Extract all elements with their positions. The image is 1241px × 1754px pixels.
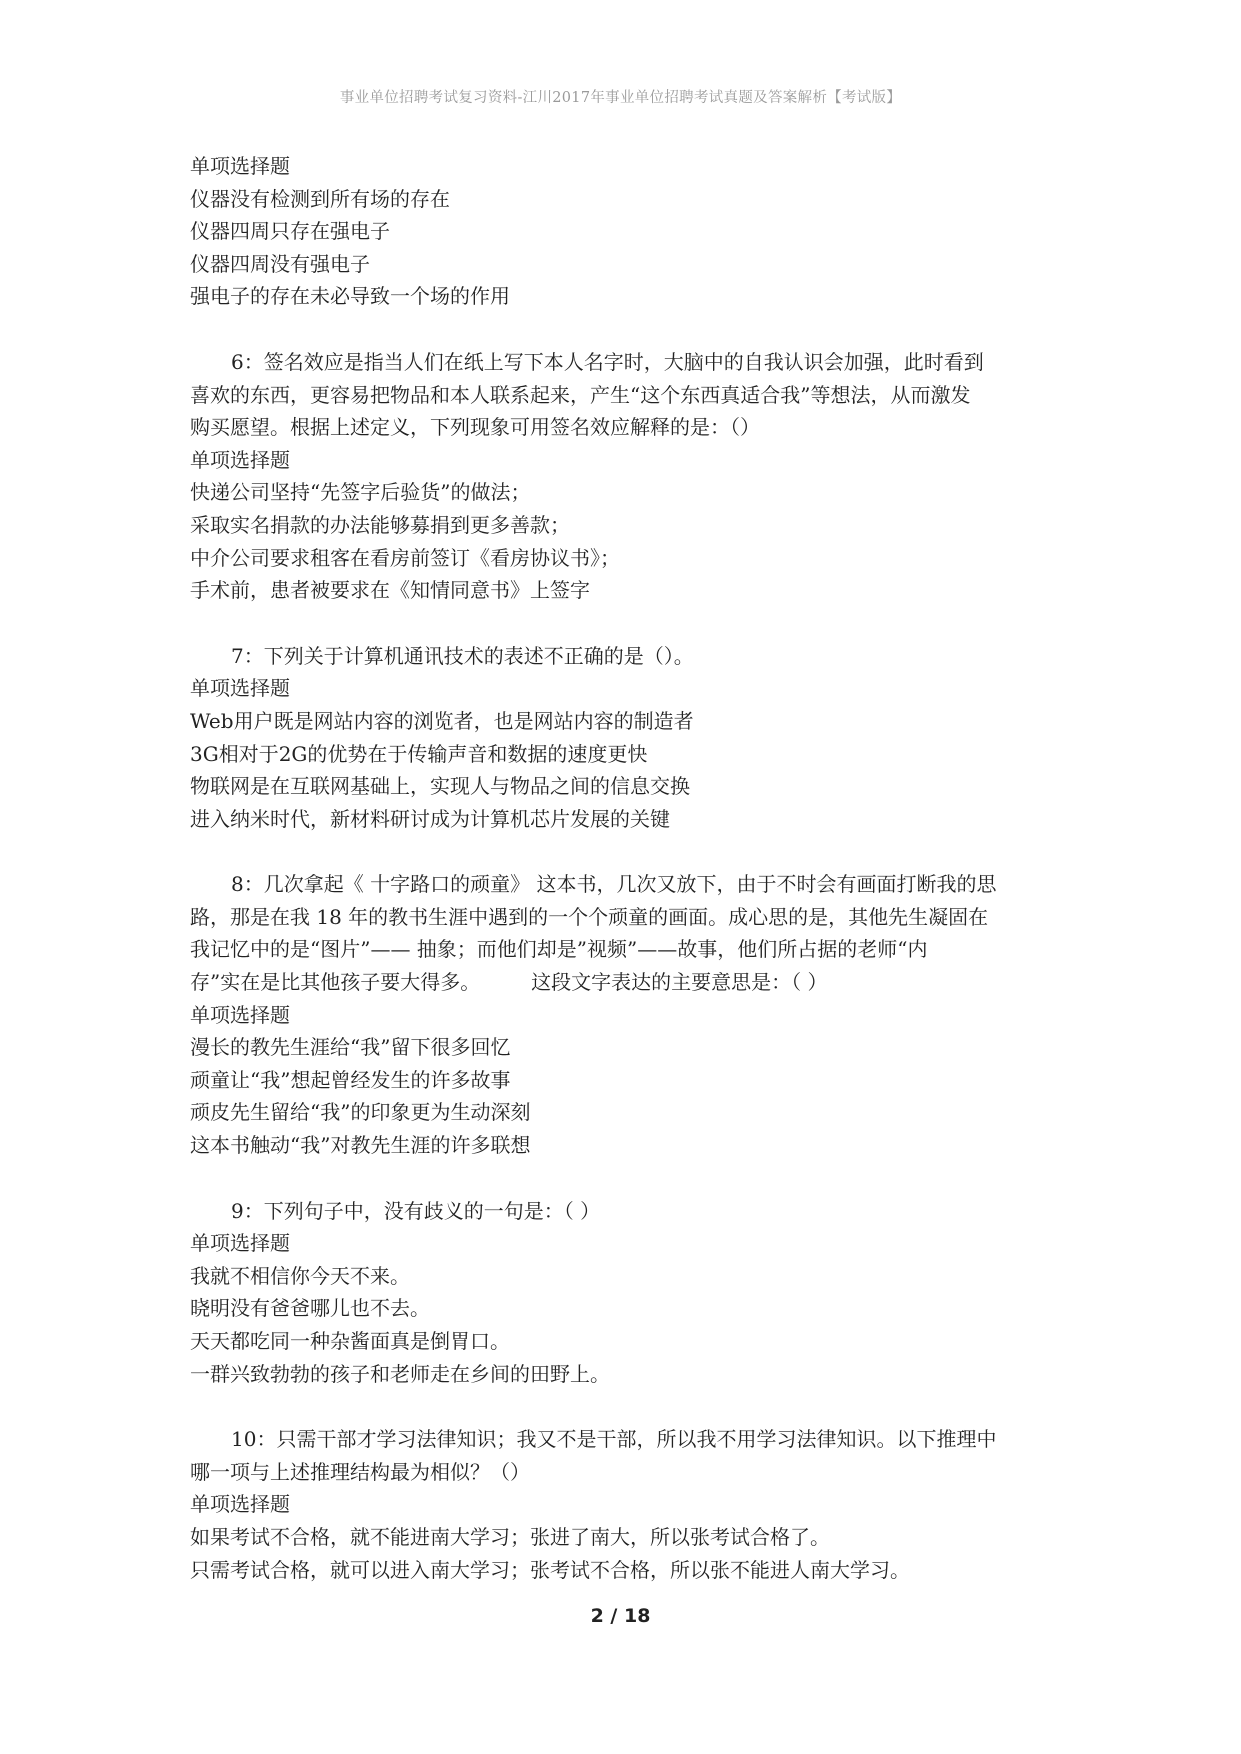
question-type: 单项选择题	[190, 1492, 290, 1517]
question-text-line: 路，那是在我 18 年的教书生涯中遇到的一个个顽童的画面。成心思的是，其他先生凝固在	[190, 904, 989, 929]
question-block-10	[190, 1423, 1070, 1586]
question-block-6	[190, 346, 1070, 607]
option-d: 手术前，患者被要求在《知情同意书》上签字	[190, 578, 590, 603]
question-type: 单项选择题	[190, 1231, 290, 1256]
option-d: 进入纳米时代，新材料研讨成为计算机芯片发展的关键	[190, 806, 670, 831]
question-text-line: 喜欢的东西，更容易把物品和本人联系起来，产生“这个东西真适合我”等想法，从而激发	[190, 382, 971, 407]
question-text-line: 9：下列句子中，没有歧义的一句是：（ ）	[231, 1198, 601, 1223]
option-b: 仪器四周只存在强电子	[190, 219, 390, 244]
question-type: 单项选择题	[190, 447, 290, 472]
option-a: Web用户既是网站内容的浏览者，也是网站内容的制造者	[190, 708, 694, 733]
option-a: 我就不相信你今天不来。	[190, 1263, 410, 1288]
option-c: 物联网是在互联网基础上，实现人与物品之间的信息交换	[190, 774, 690, 799]
option-d: 这本书触动“我”对教先生涯的许多联想	[190, 1133, 531, 1158]
question-text-line: 存”实在是比其他孩子要大得多。 这段文字表达的主要意思是：（ ）	[190, 970, 828, 995]
option-a: 仪器没有检测到所有场的存在	[190, 186, 450, 211]
option-b: 晓明没有爸爸哪儿也不去。	[190, 1296, 430, 1321]
option-b: 3G相对于2G的优势在于传输声音和数据的速度更快	[190, 741, 648, 766]
question-text-line: 8：几次拿起《 十字路口的顽童》 这本书，几次又放下，由于不时会有画面打断我的思	[231, 872, 997, 897]
option-c: 中介公司要求租客在看房前签订《看房协议书》；	[190, 545, 620, 570]
option-a: 如果考试不合格，就不能进南大学习；张进了南大，所以张考试合格了。	[190, 1524, 830, 1549]
question-block-8	[190, 868, 1070, 1161]
question-block-9	[190, 1195, 1070, 1391]
option-c: 顽皮先生留给“我”的印象更为生动深刻	[190, 1100, 531, 1125]
option-b: 顽童让“我”想起曾经发生的许多故事	[190, 1067, 511, 1092]
page-number: 2 / 18	[590, 1605, 651, 1627]
option-b: 采取实名捐款的办法能够募捐到更多善款；	[190, 512, 570, 537]
question-block-5	[190, 150, 1070, 313]
option-c: 天天都吃同一种杂酱面真是倒胃口。	[190, 1329, 510, 1353]
document-body	[190, 150, 1070, 1586]
question-type: 单项选择题	[190, 676, 290, 701]
question-text-line: 购买愿望。根据上述定义，下列现象可用签名效应解释的是：（）	[190, 415, 760, 440]
option-c: 仪器四周没有强电子	[190, 251, 370, 276]
option-a: 快递公司坚持“先签字后验货”的做法；	[190, 480, 531, 505]
question-type: 单项选择题	[190, 154, 290, 178]
question-text-line: 10：只需干部才学习法律知识；我又不是干部，所以我不用学习法律知识。以下推理中	[231, 1427, 997, 1452]
option-b: 只需考试合格，就可以进入南大学习；张考试不合格，所以张不能进人南大学习。	[190, 1557, 910, 1582]
page-header: 事业单位招聘考试复习资料-江川2017年事业单位招聘考试真题及答案解析【考试版】	[339, 90, 902, 106]
option-a: 漫长的教先生涯给“我”留下很多回忆	[190, 1035, 511, 1060]
question-text-line: 7：下列关于计算机通讯技术的表述不正确的是（）。	[231, 643, 694, 668]
question-text-line: 我记忆中的是“图片”—— 抽象；而他们却是”视频”——故事，他们所占据的老师“内	[190, 937, 928, 962]
option-d: 强电子的存在未必导致一个场的作用	[190, 284, 510, 309]
question-text-line: 6：签名效应是指当人们在纸上写下本人名字时，大脑中的自我认识会加强，此时看到	[231, 349, 984, 374]
option-d: 一群兴致勃勃的孩子和老师走在乡间的田野上。	[190, 1361, 610, 1386]
question-type: 单项选择题	[190, 1002, 290, 1027]
question-text-line: 哪一项与上述推理结构最为相似？（）	[190, 1459, 530, 1484]
question-block-7	[190, 640, 1070, 836]
